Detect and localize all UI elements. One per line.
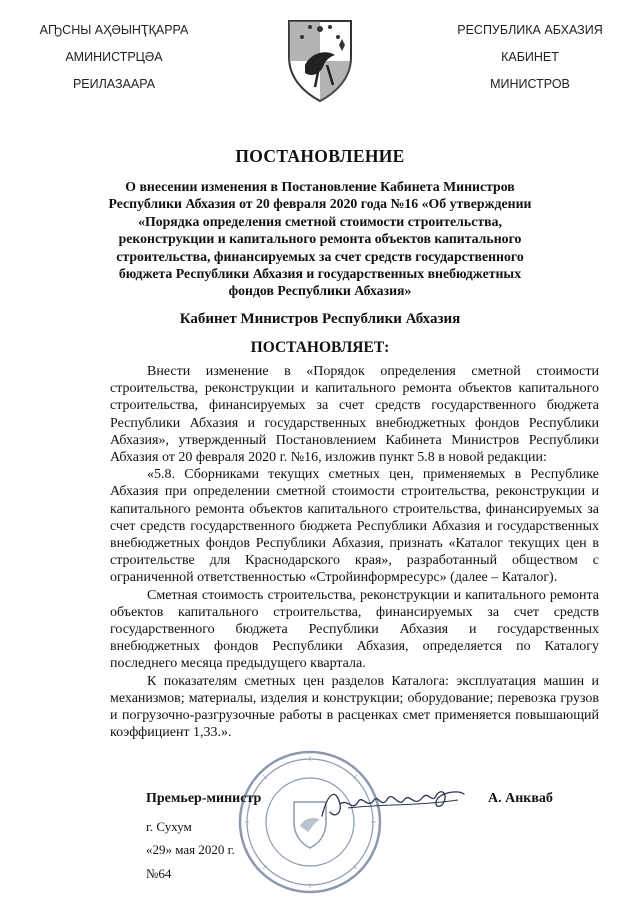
issuer-line: Кабинет Министров Республики Абхазия: [179, 311, 461, 327]
header-right-line-2: КАБИНЕТ: [501, 50, 559, 64]
header-left-line-2: АМИНИСТРЦӘА: [65, 50, 163, 64]
body-paragraph: К показателям сметных цен разделов Каталога: эксплуатация машин и механизмов; материалы, изделия и конструкции; оборудование; перевозка грузов и погрузочно-разгрузочные работы в расценках смет применяется повышающий коэффициент 1,33.».: [110, 673, 599, 741]
header-left: [24, 24, 204, 105]
document-subject: О внесении изменения в Постановление Кабинета Министров Республики Абхазия от 20 февраля 2020 года №16 «Об утверждении «Порядка определения сметной стоимости строительства, реконструкции и капитального ремонта объектов капитального строительства, финансируемых за счет средств государственного бюджета Республики Абхазия и государственных внебюджетных фондов Республики Абхазия»: [108, 179, 532, 299]
document-title: ПОСТАНОВЛЕНИЕ: [235, 146, 405, 166]
body-paragraph: Сметная стоимость строительства, реконструкции и капитального ремонта объектов капитального строительства, финансируемых за счет средств государственного бюджета Республики Абхазия и государственных внебюджетных фондов Республики Абхазия, определяется по Каталогу последнего месяца предыдущего квартала.: [110, 587, 599, 672]
state-emblem-icon: [275, 15, 365, 105]
header-left-line-3: РЕИЛАЗААРА: [72, 77, 156, 91]
header-right-line-3: МИНИСТРОВ: [490, 77, 570, 91]
resolves-heading: ПОСТАНОВЛЯЕТ:: [250, 339, 390, 356]
document-place: г. Сухум: [146, 819, 192, 834]
signatory-title: Премьер-министр: [146, 791, 262, 806]
body-paragraph: Внести изменение в «Порядок определения сметной стоимости строительства, реконструкции и капитального ремонта объектов капитального строительства, финансируемых за счет средств государственного бюджета Республики Абхазия и государственных внебюджетных фондов Республики Абхазия», утвержденный Постановлением Кабинета Министров Республики Абхазия от 20 февраля 2020 г. №16, изложив пункт 5.8 в новой редакции:: [110, 364, 599, 466]
document-date: «29» мая 2020 г.: [146, 842, 235, 857]
document-number: №64: [146, 866, 172, 881]
header-right-line-1: РЕСПУБЛИКА АБХАЗИЯ: [457, 23, 603, 37]
document-body: [110, 363, 599, 741]
handwritten-signature-icon: [318, 784, 468, 822]
body-paragraph: «5.8. Сборниками текущих сметных цен, применяемых в Республике Абхазия при определении сметной стоимости строительства, реконструкции и капитального ремонта объектов капитального строительства, финансируемых за счет средств государственного бюджета Республики Абхазия и государственных внебюджетных фондов Республики Абхазия, признать «Каталог текущих цен в строительстве для Краснодарского края», разработанный обществом с ограниченной ответственностью «Стройинформресурс» (далее – Каталог).: [110, 467, 599, 586]
header-right: [440, 24, 620, 105]
signatory-name: А. Анкваб: [488, 791, 553, 806]
official-seal-icon: [236, 748, 384, 896]
header-left-line-1: АҦСНЫ АҲӘЫНҬҚАРРА: [39, 23, 189, 37]
